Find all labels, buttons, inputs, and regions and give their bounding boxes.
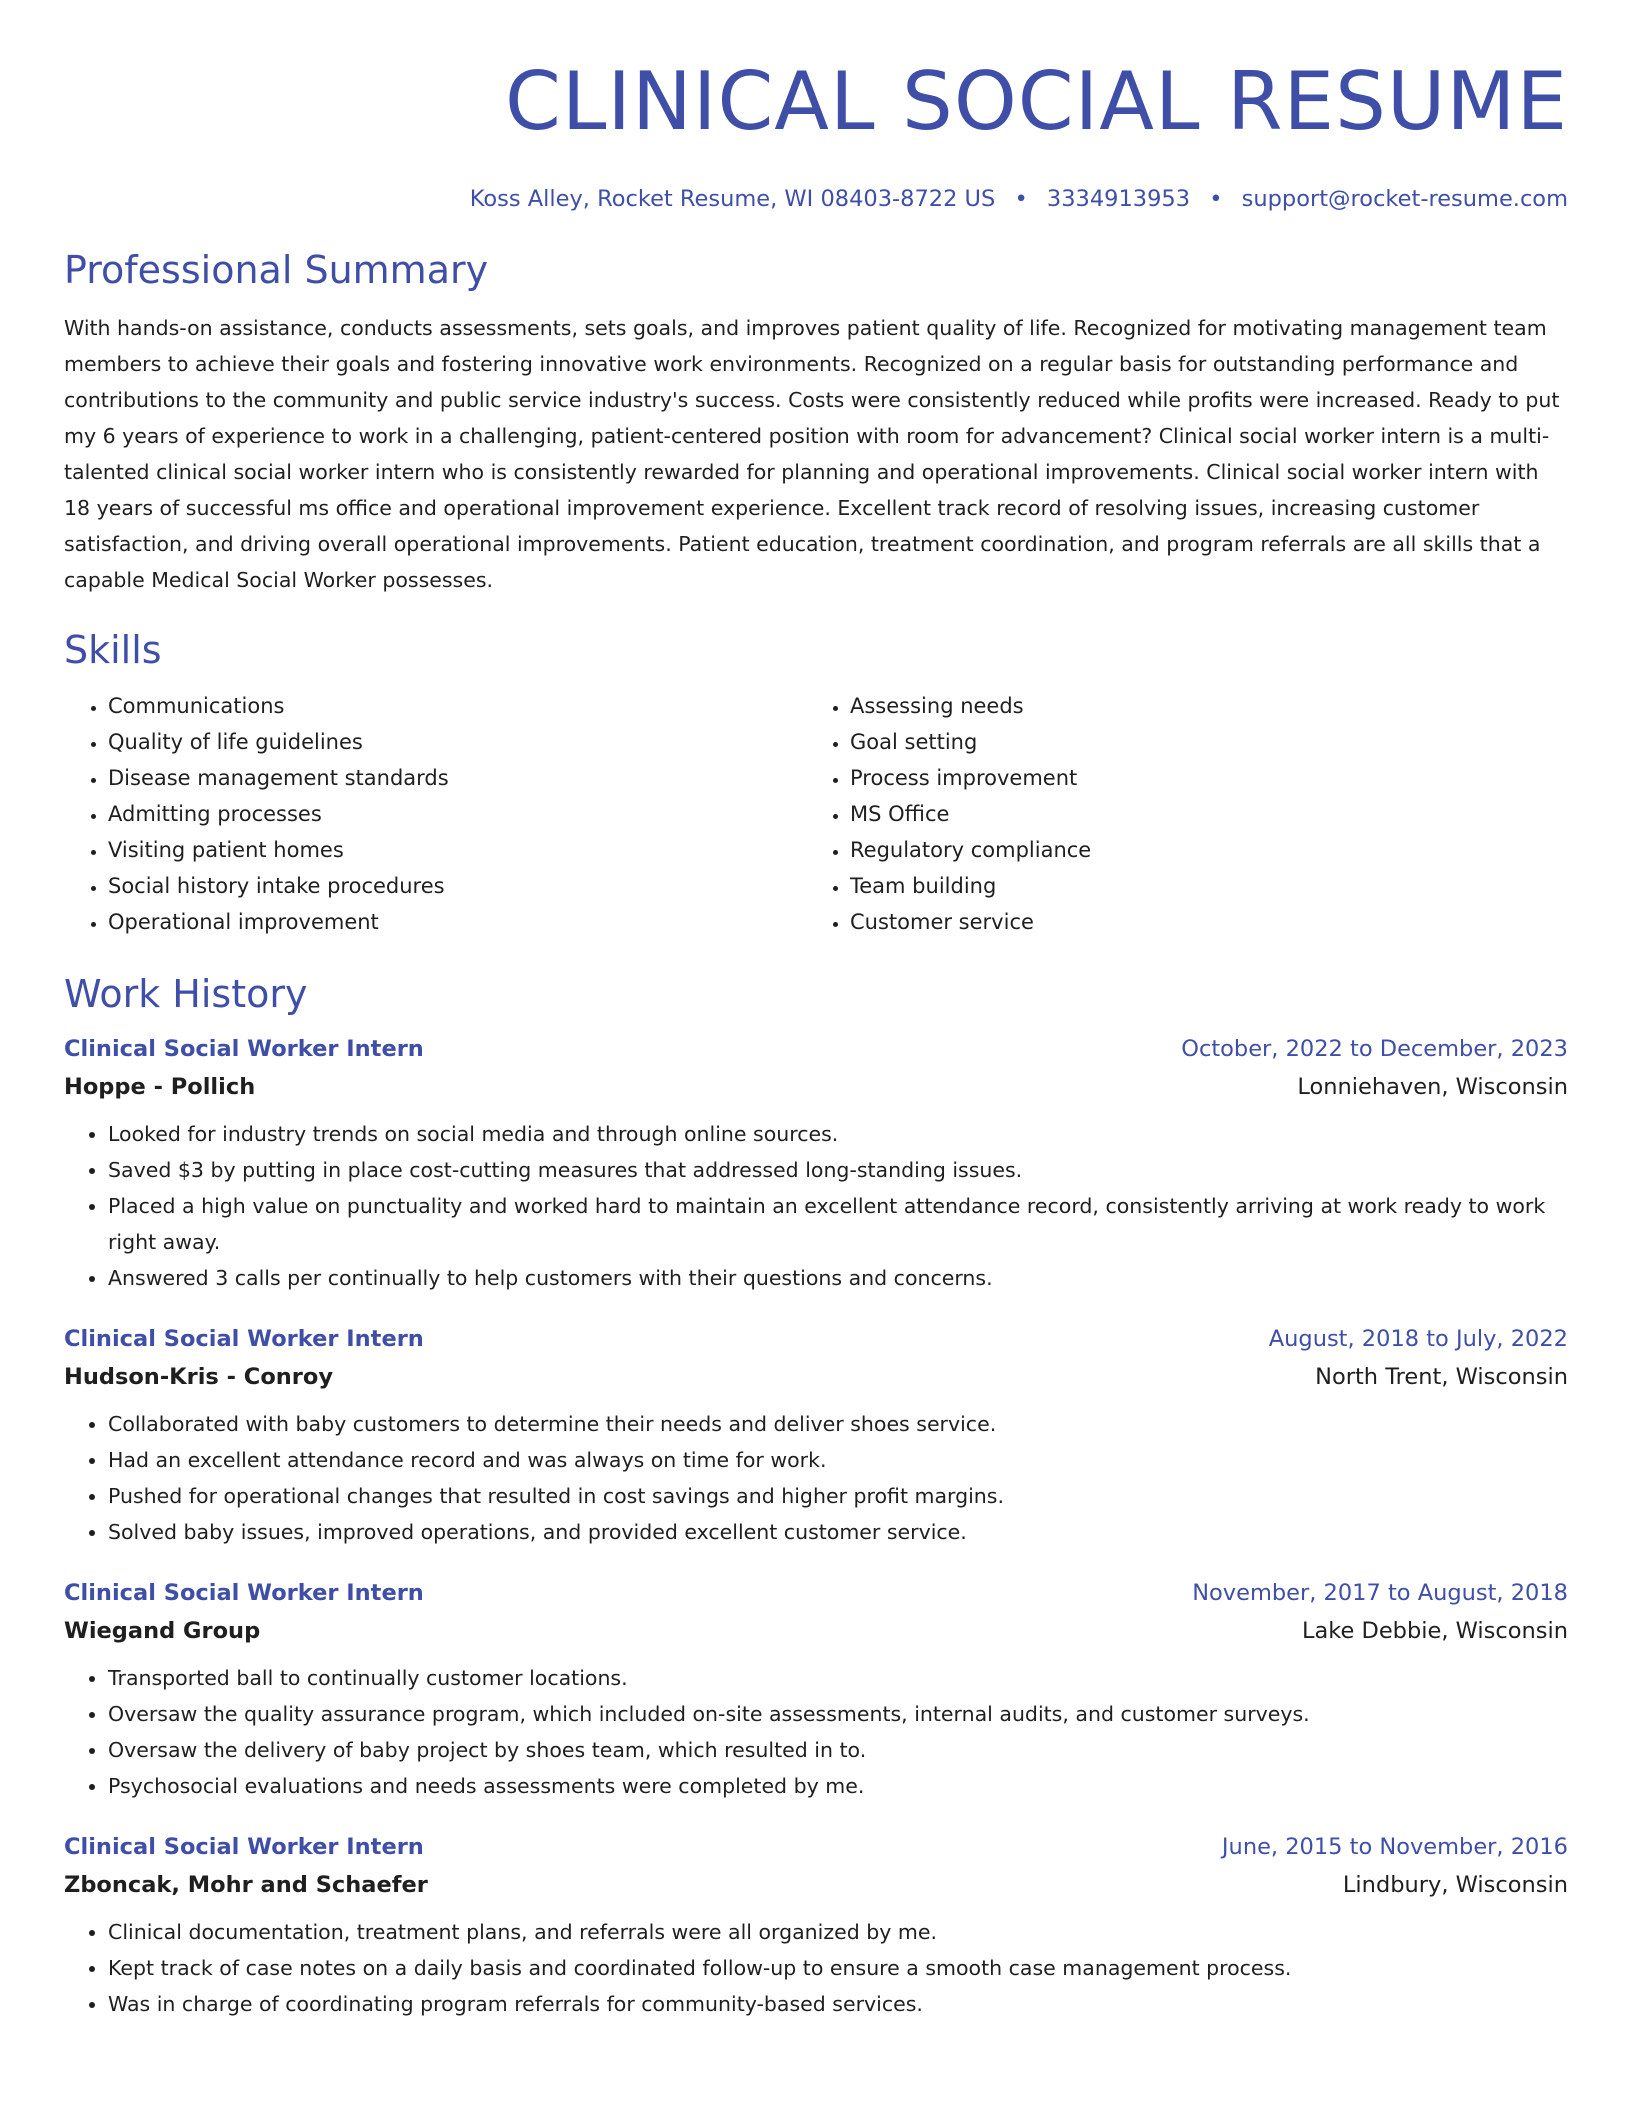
job-title: Clinical Social Worker Intern — [64, 1036, 424, 1062]
skill-item: • Customer service — [850, 904, 1568, 940]
work-history-heading: Work History — [64, 972, 308, 1016]
job-entry — [64, 1320, 1568, 1550]
skills-column-right — [806, 688, 1568, 940]
contact-separator: • — [1014, 186, 1028, 212]
job-bullet: • Collaborated with baby customers to determine their needs and deliver shoes service. — [108, 1406, 1568, 1442]
summary-heading: Professional Summary — [64, 248, 489, 292]
skill-item: • Regulatory compliance — [850, 832, 1568, 868]
contact-address: Koss Alley, Rocket Resume, WI 08403-8722 US — [469, 186, 996, 212]
skill-item: • Visiting patient homes — [108, 832, 806, 868]
job-company-row — [64, 1612, 1568, 1650]
skill-item: • Process improvement — [850, 760, 1568, 796]
skill-item: • Assessing needs — [850, 688, 1568, 724]
job-title-row — [64, 1574, 1568, 1612]
job-dates: November, 2017 to August, 2018 — [1192, 1580, 1568, 1606]
job-location: Lindbury, Wisconsin — [1342, 1872, 1568, 1898]
job-bullet: • Placed a high value on punctuality and worked hard to maintain an excellent attendance record, consistently arriving at work ready to work right away. — [108, 1188, 1568, 1260]
job-title-row — [64, 1828, 1568, 1866]
job-bullet: • Had an excellent attendance record and was always on time for work. — [108, 1442, 1568, 1478]
job-bullet: • Looked for industry trends on social media and through online sources. — [108, 1116, 1568, 1152]
job-entry — [64, 1828, 1568, 2022]
job-dates: October, 2022 to December, 2023 — [1181, 1036, 1568, 1062]
contact-email: support@rocket-resume.com — [1241, 186, 1568, 212]
job-bullet: • Psychosocial evaluations and needs assessments were completed by me. — [108, 1768, 1568, 1804]
job-bullet: • Was in charge of coordinating program referrals for community-based services. — [108, 1986, 1568, 2022]
contact-phone: 3334913953 — [1046, 186, 1191, 212]
job-bullet: • Transported ball to continually customer locations. — [108, 1660, 1568, 1696]
job-company: Hoppe - Pollich — [64, 1074, 256, 1100]
job-location: Lake Debbie, Wisconsin — [1301, 1618, 1568, 1644]
skill-item: • Operational improvement — [108, 904, 806, 940]
job-title-row — [64, 1030, 1568, 1068]
job-title: Clinical Social Worker Intern — [64, 1834, 424, 1860]
job-title: Clinical Social Worker Intern — [64, 1326, 424, 1352]
job-dates: June, 2015 to November, 2016 — [1221, 1834, 1568, 1860]
job-bullet: • Solved baby issues, improved operations, and provided excellent customer service. — [108, 1514, 1568, 1550]
job-bullet: • Saved $3 by putting in place cost-cutting measures that addressed long-standing issues. — [108, 1152, 1568, 1188]
skills-column-left — [64, 688, 806, 940]
skill-item: • Admitting processes — [108, 796, 806, 832]
job-bullets — [64, 1406, 1568, 1550]
skill-item: • Social history intake procedures — [108, 868, 806, 904]
job-bullet: • Answered 3 calls per continually to help customers with their questions and concerns. — [108, 1260, 1568, 1296]
job-title-row — [64, 1320, 1568, 1358]
job-dates: August, 2018 to July, 2022 — [1268, 1326, 1568, 1352]
job-bullet: • Oversaw the delivery of baby project by shoes team, which resulted in to. — [108, 1732, 1568, 1768]
job-location: North Trent, Wisconsin — [1315, 1364, 1568, 1390]
skill-item: • Quality of life guidelines — [108, 724, 806, 760]
job-company-row — [64, 1358, 1568, 1396]
job-location: Lonniehaven, Wisconsin — [1297, 1074, 1568, 1100]
job-entry — [64, 1030, 1568, 1296]
skill-item: • Team building — [850, 868, 1568, 904]
job-bullet: • Oversaw the quality assurance program, which included on-site assessments, internal audits, and customer surveys. — [108, 1696, 1568, 1732]
job-bullet: • Pushed for operational changes that resulted in cost savings and higher profit margins. — [108, 1478, 1568, 1514]
job-title: Clinical Social Worker Intern — [64, 1580, 424, 1606]
skills-heading: Skills — [64, 628, 162, 672]
skill-item: • Disease management standards — [108, 760, 806, 796]
contact-line — [64, 182, 1568, 216]
job-bullet: • Kept track of case notes on a daily basis and coordinated follow-up to ensure a smooth case management process. — [108, 1950, 1568, 1986]
job-company: Wiegand Group — [64, 1618, 261, 1644]
job-bullet: • Clinical documentation, treatment plans, and referrals were all organized by me. — [108, 1914, 1568, 1950]
skill-item: • Goal setting — [850, 724, 1568, 760]
job-company-row — [64, 1866, 1568, 1904]
skills-grid — [64, 688, 1568, 940]
contact-separator: • — [1209, 186, 1223, 212]
job-company: Hudson-Kris - Conroy — [64, 1364, 334, 1390]
summary-text: With hands-on assistance, conducts assessments, sets goals, and improves patient quality of life. Recognized for motivating management team members to achieve their goals and fostering innovative work environments. Recognized on a regular basis for outstanding performance and contributions to the community and public service industry's success. Costs were consistently reduced while profits were increased. Ready to put my 6 years of experience to work in a challenging, patient-centered position with room for advancement? Clinical social worker intern is a multi-talented clinical social worker intern who is consistently rewarded for planning and operational improvements. Clinical social worker intern with 18 years of successful ms office and operational improvement experience. Excellent track record of resolving issues, increasing customer satisfaction, and driving overall operational improvements. Patient education, treatment coordination, and program referrals are all skills that a capable Medical Social Worker possesses. — [64, 316, 1560, 592]
job-bullets — [64, 1660, 1568, 1804]
job-company-row — [64, 1068, 1568, 1106]
skill-item: • MS Office — [850, 796, 1568, 832]
job-company: Zboncak, Mohr and Schaefer — [64, 1872, 428, 1898]
skill-item: • Communications — [108, 688, 806, 724]
job-entry — [64, 1574, 1568, 1804]
resume-title: CLINICAL SOCIAL RESUME — [504, 55, 1568, 148]
job-bullets — [64, 1116, 1568, 1296]
job-bullets — [64, 1914, 1568, 2022]
